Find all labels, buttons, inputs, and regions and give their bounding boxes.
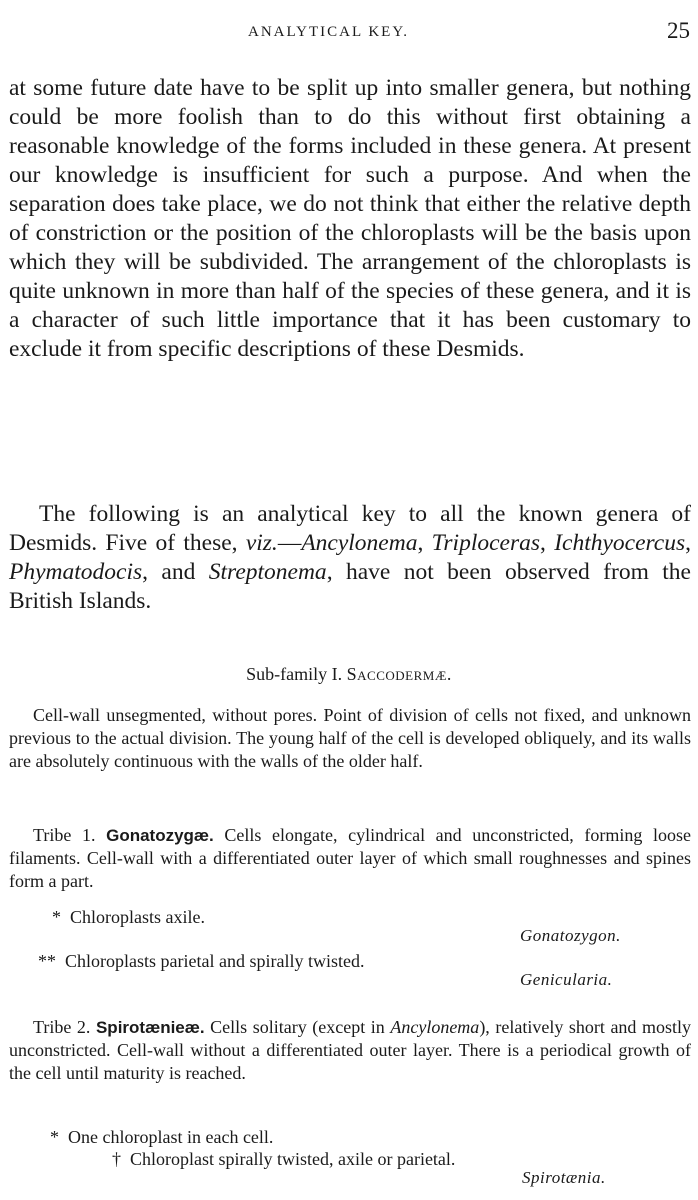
separator: , — [685, 530, 692, 556]
genus-spirotaenia: Spirotænia. — [522, 1168, 606, 1187]
subfamily-label: Sub-family I. — [246, 664, 343, 684]
key-text: Chloroplasts parietal and spirally twisted. — [65, 951, 365, 971]
key-line — [52, 906, 205, 929]
key-marker: * — [50, 1127, 59, 1147]
subfamily-description: Cell-wall unsegmented, without pores. Point of division of cells not fixed, and unknown previous to the actual division. The young half of the cell is developed obliquely, and its walls are absolutely continuous with the walls of the older half. — [9, 705, 691, 771]
running-head — [0, 18, 698, 48]
genus-streptonema: Streptonema — [208, 559, 327, 585]
tribe-2-name: Spirotænieæ. — [95, 1018, 205, 1037]
tribe-2 — [9, 1016, 691, 1085]
p2-text: The following is an analytical key to all the known genera of Desmids. Five of these, — [9, 501, 691, 556]
p2-text-end: , have not been observed from the British Islands. — [9, 559, 691, 614]
subfamily-name: Saccodermæ. — [346, 664, 452, 684]
key-line — [50, 1126, 273, 1149]
tribe-2-label: Tribe 2. — [33, 1017, 91, 1037]
page-number: 25 — [667, 18, 690, 43]
genus-ancylonema: Ancylonema — [390, 1017, 480, 1037]
genus-ichthyocercus: Ichthyocercus — [554, 530, 686, 556]
key-text: One chloroplast in each cell. — [68, 1127, 274, 1147]
genus-genicularia: Genicularia. — [520, 970, 613, 989]
tribe-2-description: Cells solitary (except in — [210, 1017, 391, 1037]
tribe-1-name: Gonatozygæ. — [106, 826, 214, 845]
paragraph-1: at some future date have to be split up into smaller genera, but nothing could be more foolish than to do this without first obtaining a reasonable knowledge of the forms included in these genera. At present our knowledge is insufficient for such a purpose. And when the separation does take place, we do not think that either the relative depth of constriction or the position of the chloroplasts will be the basis upon which they will be subdivided. The arrangement of the chloroplasts is quite unknown in more than half of the species of these genera, and it is a character of such little importance that it has been customary to exclude it from specific descriptions of these Desmids. — [9, 75, 691, 362]
key-line — [38, 950, 364, 973]
separator: , — [540, 530, 555, 556]
tribe-1 — [9, 824, 691, 893]
key-marker: ** — [38, 951, 56, 971]
tribe-2-description-end: ), relatively short and mostly unconstricted. Cell-wall without a differentiated outer layer. There is a periodical growth of the cell until maturity is reached. — [9, 1017, 691, 1083]
genus-phymatodocis: Phymatodocis — [9, 559, 143, 585]
paragraph-2 — [9, 500, 691, 616]
separator: , — [417, 530, 432, 556]
genus-ancylonema: Ancylonema — [301, 530, 418, 556]
key-text: Chloroplasts axile. — [70, 907, 205, 927]
key-line — [112, 1148, 455, 1171]
subfamily-heading — [0, 664, 698, 685]
genus-triploceras: Triploceras — [431, 530, 541, 556]
running-title: ANALYTICAL KEY. — [248, 24, 409, 40]
key-marker: * — [52, 907, 61, 927]
dash: — — [277, 530, 302, 556]
key-text: Chloroplast spirally twisted, axile or parietal. — [130, 1149, 456, 1169]
tribe-1-description: Cells elongate, cylindrical and unconstricted, forming loose filaments. Cell-wall with a differentiated outer layer of which small roughnesses and spines form a part. — [9, 825, 691, 891]
tribe-1-label: Tribe 1. — [33, 825, 96, 845]
viz-abbrev: viz. — [245, 530, 278, 556]
separator: , and — [142, 559, 209, 585]
genus-gonatozygon: Gonatozygon. — [520, 926, 621, 945]
key-marker: † — [112, 1149, 121, 1169]
